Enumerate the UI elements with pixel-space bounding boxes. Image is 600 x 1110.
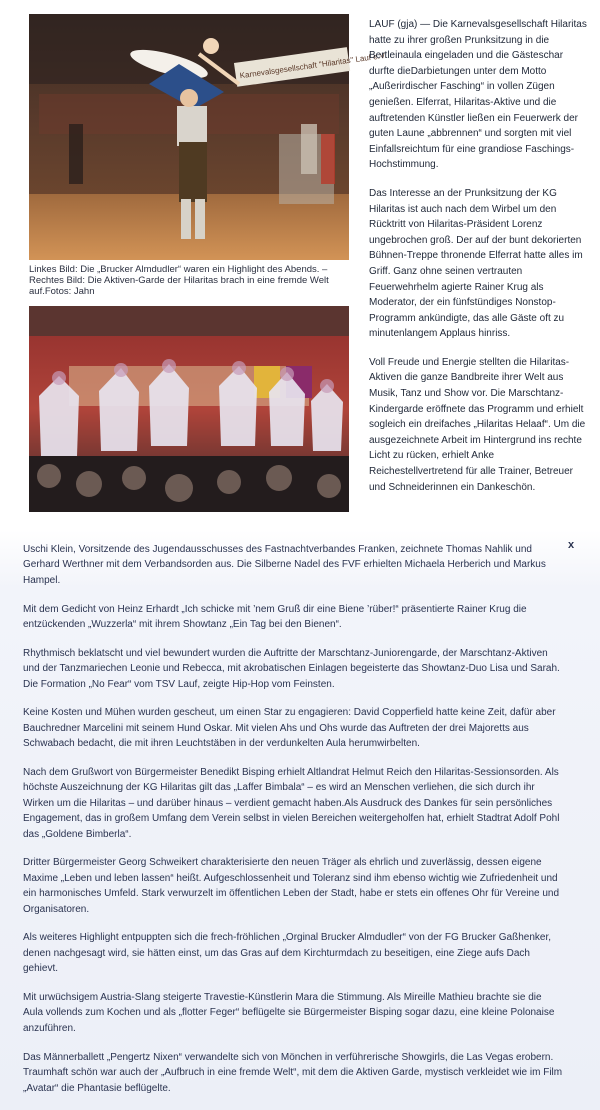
article-paragraph: Als weiteres Highlight entpuppten sich die frech-fröhlichen „Orginal Brucker Almdudler“ von der FG Brucker Gaßhenker, denen nachgesagt wird, sie hätten einst, um das Gras auf dem Kirchturmdach zu beseitigen, eine Ziege aufs Dach gehievt. <box>23 932 552 975</box>
article-paragraph: Mit dem Gedicht von Heinz Erhardt „Ich schicke mit ’nem Gruß dir eine Biene ’rüber!“ präsentierte Rainer Krug die entzückenden „Wuzzerla“ mit ihrem Showtanz „Ein Tag bei den Bienen“. <box>23 603 527 631</box>
article-intro-paragraph: Voll Freude und Energie stellten die Hilaritas-Aktiven die ganze Bandbreite ihrer Welt aus Musik, Tanz und Show vor. Die Marschtanz-Kindergarde eröffnete das Programm und erhielt sogleich ein dreifaches „Hilaritas Helaaf“. Um die ausgezeichnete Arbeit im Hintergrund ins rechte Licht zu rücken, erhielt Anke Reichestellvertretend für alle Trainer, Betreuer und Schneiderinnen ein Dankeschön. <box>369 356 586 493</box>
article-continuation-text <box>23 542 563 1109</box>
photo-caption <box>29 264 349 297</box>
photo-caption-text: Linkes Bild: Die „Brucker Almdudler“ waren ein Highlight des Abends. – Rechtes Bild: Die Aktiven-Garde der Hilaritas brach in eine fremde Welt auf.Fotos: Jahn <box>29 264 329 297</box>
photo-almdudler-dancers <box>29 14 388 260</box>
photo-aktiven-garde <box>29 306 349 512</box>
article-intro-paragraph: LAUF (gja) — Die Karnevalsgesellschaft Hilaritas hatte zu ihrer großen Prunksitzung in die Bertleinaula eingeladen und die Gästeschar durfte dieDarbietungen unter dem Motto „Außerirdischer Fasching“ in vollen Zügen genießen. Elferrat, Hilaritas-Aktive und die auftretenden Künstler ließen ein Feuerwerk der guten Laune „abbrennen“ und sorgten mit viel Einfallsreichtum für eine grandiose Faschings-Hochstimmung. <box>369 19 587 171</box>
article-paragraph: Mit urwüchsigem Austria-Slang steigerte Travestie-Künstlerin Mara die Stimmung. Als Mireille Mathieu brachte sie die Aula vollends zum Kochen und als „flotter Feger“ beflügelte sie Bürgermeister Bisping sogar dazu, eine kleine Polonaise anzuführen. <box>23 992 555 1034</box>
article-paragraph: Uschi Klein, Vorsitzende des Jugendausschusses des Fastnachtverbandes Franken, zeichnete Thomas Nahlik und Gerhard Werthner mit dem Verbandsorden aus. Die Silberne Nadel des FVF erhielten Michaela Herberich und Markus Hampel. <box>23 544 546 586</box>
photo-aktiven-garde-image <box>29 306 349 512</box>
article-paragraph: Dritter Bürgermeister Georg Schweikert charakterisierte den neuen Träger als ehrlich und zuverlässig, dessen eigene Maxime „Leben und leben lassen“ heißt. Aufgeschlossenheit und Toleranz sind ihm ebenso wichtig wie Zufriedenheit und ein harmonisches Umfeld. Stark verwurzelt im öffentlichen Leben der Stadt, habe er stets ein offenes Ohr für Vereine und Organisatoren. <box>23 857 560 915</box>
article-paragraph: Nach dem Grußwort von Bürgermeister Benedikt Bisping erhielt Altlandrat Helmut Reich den Hilaritas-Sessionsorden. Als höchste Auszeichnung der KG Hilaritas gilt das „Laffer Bimbala“ – es wird an Menschen verliehen, die sich durch ihr Wirken um die Hilaritas – und darüber hinaus – verdient gemacht haben.Als Ausdruck des Dankes für sein persönliches Engagement, das in großem Umfang dem Verein selbst in vielen Bereichen weitergeholfen hat, erhielt Stadtrat Adolf Pohl das „Goldene Bimberla“. <box>23 767 560 840</box>
photo-almdudler-image <box>29 14 388 260</box>
close-icon[interactable]: x <box>568 539 575 551</box>
article-paragraph: Das Männerballett „Pengertz Nixen“ verwandelte sich von Mönchen in verführerische Showgirls, die Las Vegas erobern. Traumhaft schön war auch der „Aufbruch in eine fremde Welt“, mit dem die Aktiven Garde, mystisch verkleidet wie im Film „Avatar“ die Phantasie beflügelte. <box>23 1051 563 1094</box>
article-continuation <box>0 530 600 1110</box>
article-intro-paragraph: Das Interesse an der Prunksitzung der KG Hilaritas ist auch nach dem Wirbel um den Rücktritt von Hilaritas-Präsident Lorenz ungebrochen groß. Der auf der bunt dekorierten Bühnen-Treppe thronende Elferrat hatte alles im Griff. Ganz ohne seinen vertrauten Feuerwehrhelm agierte Rainer Krug als Moderator, der ein fünfstündiges Nonstop-Programm ankündigte, das alle Gäste oft zu minutenlangem Applaus hinriss. <box>369 187 583 340</box>
article-paragraph: Keine Kosten und Mühen wurden gescheut, um einen Star zu engagieren: David Copperfield hatte keine Zeit, dafür aber Bauchredner Marcelini mit seinem Hund Oskar. Mit vielen Ahs und Ohs wurde das Auftreten der drei Majoretts aus Schwabach bedacht, die mit ihren Leuchtstäben in der verdunkelten Aula herumwirbelten. <box>23 707 556 750</box>
article-paragraph: Rhythmisch beklatscht und viel bewundert wurden die Auftritte der Marschtanz-Juniorengarde, der Marschtanz-Aktiven und der Tanzmariechen Leonie und Rebecca, mit akrobatischen Einlagen begeisterte das Showtanz-Duo Lisa und Sarah. Die Formation „No Fear“ vom TSV Lauf, zeigte Hip-Hop vom Feinsten. <box>23 647 560 690</box>
photo-banner-text: Karnevalsgesellschaft "Hilaritas" Lauf e.V. <box>239 50 388 81</box>
article-intro-column <box>369 17 587 508</box>
